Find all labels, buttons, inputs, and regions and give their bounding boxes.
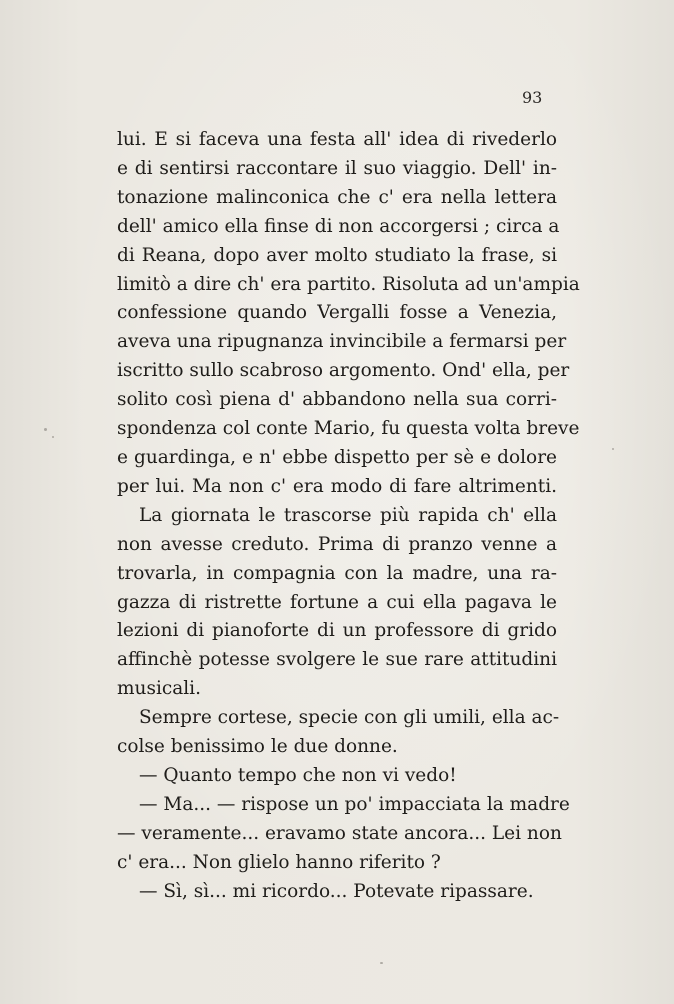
text-line: e guardinga, e n' ebbe dispetto per sè e dolore: [117, 446, 557, 468]
text-line: — Quanto tempo che non vi vedo!: [139, 764, 457, 786]
text-line: — Sì, sì... mi ricordo... Potevate ripassare.: [139, 880, 534, 902]
text-line: trovarla, in compagnia con la madre, una ra-: [117, 562, 557, 584]
page-number: 93: [522, 88, 543, 107]
text-line: confessione quando Vergalli fosse a Venezia,: [117, 302, 557, 324]
text-line: lui. E si faceva una festa all' idea di rivederlo: [117, 129, 557, 150]
text-line: per lui. Ma non c' era modo di fare altrimenti.: [117, 475, 557, 497]
paper-speck: [380, 962, 383, 964]
text-line: solito così piena d' abbandono nella sua corri-: [117, 389, 557, 411]
text-line: — veramente... eravamo state ancora... Lei non: [117, 822, 562, 844]
text-line: c' era... Non glielo hanno riferito ?: [117, 851, 441, 873]
text-line: iscritto sullo scabroso argomento. Ond' ella, per: [117, 360, 570, 382]
text-line: — Ma... — rispose un po' impacciata la madre: [139, 793, 570, 815]
text-line: e di sentirsi raccontare il suo viaggio. Dell' in-: [117, 157, 557, 179]
text-line: colse benissimo le due donne.: [117, 736, 398, 758]
text-line: musicali.: [117, 678, 201, 700]
text-line: non avesse creduto. Prima di pranzo venne a: [117, 533, 557, 555]
text-line: tonazione malinconica che c' era nella lettera: [117, 186, 557, 208]
text-line: lezioni di pianoforte di un professore di grido: [117, 620, 557, 642]
text-line: La giornata le trascorse più rapida ch' ella: [139, 504, 557, 526]
text-line: aveva una ripugnanza invincibile a fermarsi per: [117, 331, 567, 353]
paper-speck: [612, 448, 614, 450]
text-line: spondenza col conte Mario, fu questa volta breve: [117, 418, 580, 440]
text-line: affinchè potesse svolgere le sue rare attitudini: [117, 649, 557, 671]
text-line: di Reana, dopo aver molto studiato la frase, si: [117, 244, 557, 266]
paper-speck: [44, 428, 47, 431]
text-line: Sempre cortese, specie con gli umili, ella ac-: [139, 707, 560, 729]
paper-speck: [52, 436, 54, 438]
body-text: [117, 126, 580, 906]
text-line: dell' amico ella finse di non accorgersi ; circa a: [117, 215, 560, 237]
text-line: gazza di ristrette fortune a cui ella pagava le: [117, 591, 557, 613]
text-line: limitò a dire ch' era partito. Risoluta ad un'ampia: [117, 273, 580, 295]
